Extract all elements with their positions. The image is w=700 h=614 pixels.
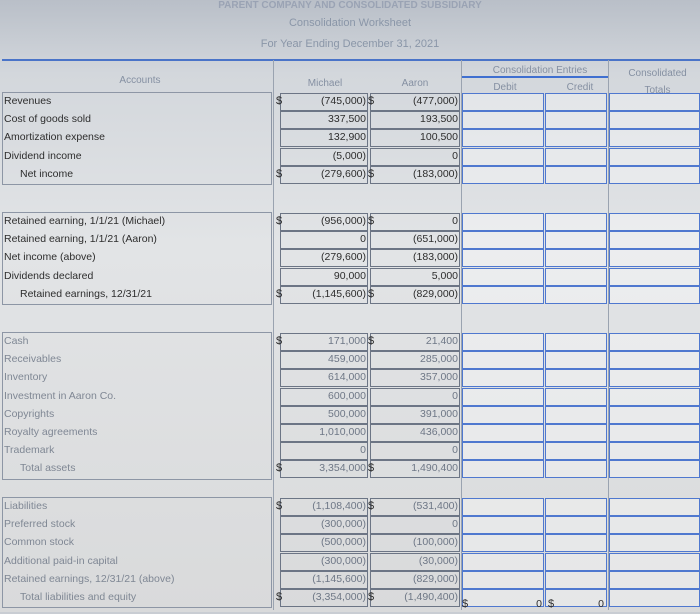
table-row — [0, 516, 700, 534]
credit-input[interactable] — [545, 369, 607, 387]
row-label: Preferred stock — [4, 518, 76, 531]
michael-value: (500,000) — [321, 536, 366, 549]
credit-input[interactable] — [545, 213, 607, 231]
credit-input[interactable] — [545, 268, 607, 286]
credit-input[interactable] — [545, 460, 607, 478]
table-row — [0, 213, 700, 231]
debit-total-symbol: $ — [462, 598, 469, 610]
worksheet-period: For Year Ending December 31, 2021 — [260, 38, 440, 50]
credit-input[interactable] — [545, 571, 607, 589]
debit-input[interactable] — [462, 148, 544, 166]
currency-symbol: $ — [276, 500, 283, 512]
consolidated-total-input[interactable] — [609, 166, 700, 184]
michael-value: (279,600) — [321, 167, 366, 180]
consolidated-total-input[interactable] — [609, 553, 700, 571]
consolidated-total-input[interactable] — [609, 249, 700, 267]
aaron-value: 21,400 — [425, 335, 458, 347]
aaron-value: 357,000 — [420, 371, 458, 384]
col-totals: Totals — [644, 85, 671, 96]
table-row — [0, 424, 700, 442]
aaron-value: 193,500 — [420, 113, 458, 126]
col-michael: Michael — [307, 78, 343, 89]
michael-value: (1,108,400) — [312, 500, 366, 512]
consolidated-total-input[interactable] — [609, 333, 700, 351]
credit-input[interactable] — [545, 406, 607, 424]
credit-input[interactable] — [545, 424, 607, 442]
aaron-value: (829,000) — [413, 287, 458, 300]
company-title: PARENT COMPANY AND CONSOLIDATED SUBSIDIARY — [218, 0, 482, 11]
consolidated-total-input[interactable] — [609, 406, 700, 424]
row-label: Liabilities — [4, 500, 48, 512]
michael-value: 614,000 — [328, 371, 366, 384]
michael-value: 3,354,000 — [319, 462, 366, 475]
michael-value: (956,000) — [321, 215, 366, 227]
credit-input[interactable] — [545, 166, 607, 184]
consolidated-total-input[interactable] — [609, 424, 700, 442]
aaron-value: (651,000) — [413, 233, 458, 246]
table-row — [0, 268, 700, 286]
aaron-value: (183,000) — [413, 167, 458, 180]
michael-value: 0 — [360, 444, 366, 457]
consolidated-total-input[interactable] — [609, 388, 700, 406]
table-row — [0, 333, 700, 351]
consolidated-total-input[interactable] — [609, 129, 700, 147]
consolidated-total-input[interactable] — [609, 498, 700, 516]
table-row — [0, 406, 700, 424]
debit-input[interactable] — [462, 571, 544, 589]
aaron-value: 391,000 — [420, 407, 458, 420]
currency-symbol: $ — [368, 167, 375, 180]
row-label: Retained earning, 1/1/21 (Michael) — [4, 215, 166, 227]
michael-value: 1,010,000 — [319, 426, 366, 438]
table-row — [0, 231, 700, 249]
aaron-value: 5,000 — [431, 269, 458, 282]
table-row — [0, 111, 700, 129]
debit-input[interactable] — [462, 442, 544, 460]
credit-input[interactable] — [545, 129, 607, 147]
table-row — [0, 249, 700, 267]
credit-input[interactable] — [545, 534, 607, 552]
col-entries: Consolidation Entries — [492, 65, 588, 76]
row-label: Additional paid-in capital — [4, 554, 118, 567]
michael-value: (745,000) — [321, 95, 366, 107]
final-totals-row — [0, 596, 700, 614]
debit-input[interactable] — [462, 213, 544, 231]
michael-value: 337,500 — [328, 113, 366, 126]
currency-symbol: $ — [368, 287, 375, 300]
table-row — [0, 286, 700, 304]
currency-symbol: $ — [368, 591, 375, 603]
credit-input[interactable] — [545, 498, 607, 516]
table-row — [0, 442, 700, 460]
consolidated-total-input[interactable] — [609, 351, 700, 369]
michael-value: (1,145,600) — [312, 572, 366, 585]
debit-input[interactable] — [462, 351, 544, 369]
consolidated-total-input[interactable] — [609, 93, 700, 111]
debit-input[interactable] — [462, 249, 544, 267]
aaron-value: (100,000) — [413, 536, 458, 549]
col-aaron: Aaron — [401, 78, 429, 89]
table-row — [0, 93, 700, 111]
currency-symbol: $ — [368, 215, 375, 227]
debit-input[interactable] — [462, 388, 544, 406]
currency-symbol: $ — [368, 462, 375, 475]
row-label: Net income — [20, 167, 74, 180]
table-row — [0, 534, 700, 552]
row-label: Retained earnings, 12/31/21 — [20, 287, 152, 300]
row-label: Cost of goods sold — [4, 113, 91, 126]
table-row — [0, 571, 700, 589]
aaron-value: (531,400) — [413, 500, 458, 512]
debit-input[interactable] — [462, 166, 544, 184]
table-row — [0, 553, 700, 571]
michael-value: (300,000) — [321, 554, 366, 567]
table-row — [0, 460, 700, 478]
row-label: Dividend income — [4, 149, 82, 162]
consolidated-total-input[interactable] — [609, 516, 700, 534]
aaron-value: (183,000) — [413, 251, 458, 264]
aaron-value: 0 — [452, 149, 458, 162]
michael-value: 171,000 — [328, 335, 366, 347]
currency-symbol: $ — [368, 95, 375, 107]
worksheet-title: Consolidation Worksheet — [288, 17, 412, 29]
currency-symbol: $ — [276, 215, 283, 227]
consolidated-total-input[interactable] — [609, 369, 700, 387]
credit-total-symbol: $ — [548, 598, 555, 610]
row-label: Common stock — [4, 536, 75, 549]
debit-input[interactable] — [462, 333, 544, 351]
michael-value: (300,000) — [321, 518, 366, 531]
aaron-value: 436,000 — [420, 426, 458, 438]
michael-value: 600,000 — [328, 389, 366, 402]
credit-total: 0 — [598, 598, 604, 610]
table-row — [0, 388, 700, 406]
col-consolidated: Consolidated — [628, 68, 687, 79]
row-label: Amortization expense — [4, 131, 105, 144]
consolidated-total-input[interactable] — [609, 442, 700, 460]
currency-symbol: $ — [276, 591, 283, 603]
aaron-value: 1,490,400 — [411, 462, 458, 475]
aaron-value: 285,000 — [420, 353, 458, 366]
row-label: Trademark — [4, 444, 55, 457]
aaron-value: 0 — [452, 389, 458, 402]
debit-input[interactable] — [462, 93, 544, 111]
row-label: Net income (above) — [4, 251, 96, 264]
consolidated-total-input[interactable] — [609, 111, 700, 129]
table-row — [0, 129, 700, 147]
credit-input[interactable] — [545, 286, 607, 304]
michael-value: 90,000 — [333, 269, 366, 282]
currency-symbol: $ — [276, 462, 283, 475]
debit-input[interactable] — [462, 406, 544, 424]
credit-input[interactable] — [545, 148, 607, 166]
michael-value: (3,354,000) — [312, 591, 366, 603]
michael-value: 459,000 — [328, 353, 366, 366]
debit-input[interactable] — [462, 268, 544, 286]
credit-input[interactable] — [545, 351, 607, 369]
consolidated-total-input[interactable] — [609, 571, 700, 589]
credit-input[interactable] — [545, 93, 607, 111]
michael-value: (5,000) — [332, 149, 366, 162]
michael-value: 0 — [360, 233, 366, 246]
currency-symbol: $ — [276, 167, 283, 180]
row-label: Dividends declared — [4, 269, 94, 282]
michael-value: 132,900 — [328, 131, 366, 144]
credit-input[interactable] — [545, 231, 607, 249]
consolidated-total-input[interactable] — [609, 534, 700, 552]
debit-input[interactable] — [462, 286, 544, 304]
row-label: Inventory — [4, 371, 48, 384]
table-row — [0, 148, 700, 166]
row-label: Cash — [4, 335, 29, 347]
debit-input[interactable] — [462, 369, 544, 387]
debit-input[interactable] — [462, 460, 544, 478]
consolidated-total-input[interactable] — [609, 286, 700, 304]
row-label: Royalty agreements — [4, 426, 98, 438]
credit-input[interactable] — [545, 553, 607, 571]
consolidated-total-input[interactable] — [609, 231, 700, 249]
currency-symbol: $ — [276, 335, 283, 347]
debit-input[interactable] — [462, 534, 544, 552]
currency-symbol: $ — [368, 500, 375, 512]
row-label: Receivables — [4, 353, 62, 366]
debit-input[interactable] — [462, 516, 544, 534]
row-label: Retained earning, 1/1/21 (Aaron) — [4, 233, 157, 246]
michael-value: 500,000 — [328, 407, 366, 420]
col-credit: Credit — [566, 82, 594, 93]
aaron-value: 0 — [452, 215, 458, 227]
michael-value: (1,145,600) — [312, 287, 366, 300]
credit-input[interactable] — [545, 442, 607, 460]
debit-input[interactable] — [462, 111, 544, 129]
credit-input[interactable] — [545, 516, 607, 534]
row-label: Revenues — [4, 95, 52, 107]
credit-input[interactable] — [545, 249, 607, 267]
credit-input[interactable] — [545, 111, 607, 129]
table-row — [0, 369, 700, 387]
col-debit: Debit — [493, 82, 517, 93]
consolidated-total-input[interactable] — [609, 460, 700, 478]
header-rule — [2, 59, 700, 61]
table-row — [0, 166, 700, 184]
michael-value: (279,600) — [321, 251, 366, 264]
row-label: Total assets — [20, 462, 76, 475]
row-label: Retained earnings, 12/31/21 (above) — [4, 572, 175, 585]
currency-symbol: $ — [368, 335, 375, 347]
aaron-value: (1,490,400) — [404, 591, 458, 603]
debit-input[interactable] — [462, 553, 544, 571]
aaron-value: 0 — [452, 444, 458, 457]
aaron-value: 100,500 — [420, 131, 458, 144]
consolidated-total-input[interactable] — [609, 213, 700, 231]
consolidated-total-input[interactable] — [609, 268, 700, 286]
aaron-value: (30,000) — [418, 554, 458, 567]
col-accounts: Accounts — [119, 75, 161, 86]
debit-input[interactable] — [462, 231, 544, 249]
debit-input[interactable] — [462, 424, 544, 442]
aaron-value: 0 — [452, 518, 458, 531]
table-row — [0, 498, 700, 516]
currency-symbol: $ — [276, 287, 283, 300]
row-label: Investment in Aaron Co. — [4, 389, 117, 402]
table-row — [0, 351, 700, 369]
currency-symbol: $ — [276, 95, 283, 107]
entries-underline — [462, 76, 608, 78]
row-label: Total liabilities and equity — [20, 591, 137, 603]
debit-input[interactable] — [462, 498, 544, 516]
debit-total: 0 — [536, 598, 542, 610]
aaron-value: (477,000) — [413, 95, 458, 107]
aaron-value: (829,000) — [413, 572, 458, 585]
debit-input[interactable] — [462, 129, 544, 147]
credit-input[interactable] — [545, 333, 607, 351]
row-label: Copyrights — [4, 407, 55, 420]
credit-input[interactable] — [545, 388, 607, 406]
consolidated-total-input[interactable] — [609, 148, 700, 166]
